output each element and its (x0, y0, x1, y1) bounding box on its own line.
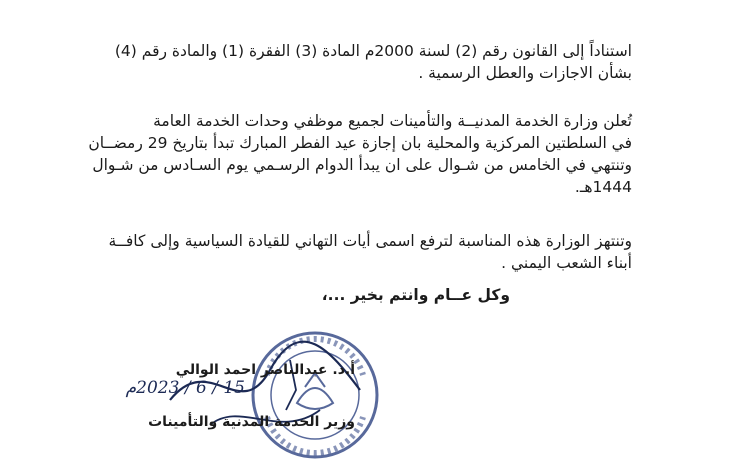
paragraph-line: وتنتهز الوزارة هذه المناسبة لترفع اسمى أيات التهاني للقيادة السياسية وإلى كافــة (108, 232, 632, 250)
paragraph-line: وتنتهي في الخامس من شـوال على ان يبدأ الدوام الرسـمي يوم السـادس من شـوال (92, 156, 632, 174)
legal-basis-paragraph (112, 40, 632, 84)
paragraph-line: استناداً إلى القانون رقم (2) لسنة 2000م المادة (3) الفقرة (1) والمادة رقم (4) (114, 42, 632, 60)
signature-date: 15 / 6 / 2023م (125, 378, 245, 398)
closing-greeting: وكل عــام وانتم بخير ...، (321, 286, 510, 304)
congratulations-paragraph (108, 230, 632, 274)
signatory-name: أ.د. عبدالناصر احمد الوالي (175, 362, 355, 378)
paragraph-line: تُعلن وزارة الخدمة المدنيــة والتأمينات لجميع موظفي وحدات الخدمة العامة (153, 112, 632, 130)
signatory-title: وزير الخدمة المدنية والتأمينات (148, 414, 355, 430)
paragraph-line: بشأن الاجازات والعطل الرسمية . (418, 64, 632, 82)
paragraph-line: أبناء الشعب اليمني . (501, 254, 632, 272)
announcement-paragraph (88, 110, 632, 198)
paragraph-line: في السلطتين المركزية والمحلية بان إجازة عيد الفطر المبارك تبدأ بتاريخ 29 رمضــان (88, 134, 632, 152)
paragraph-line: 1444هـ. (574, 178, 632, 196)
